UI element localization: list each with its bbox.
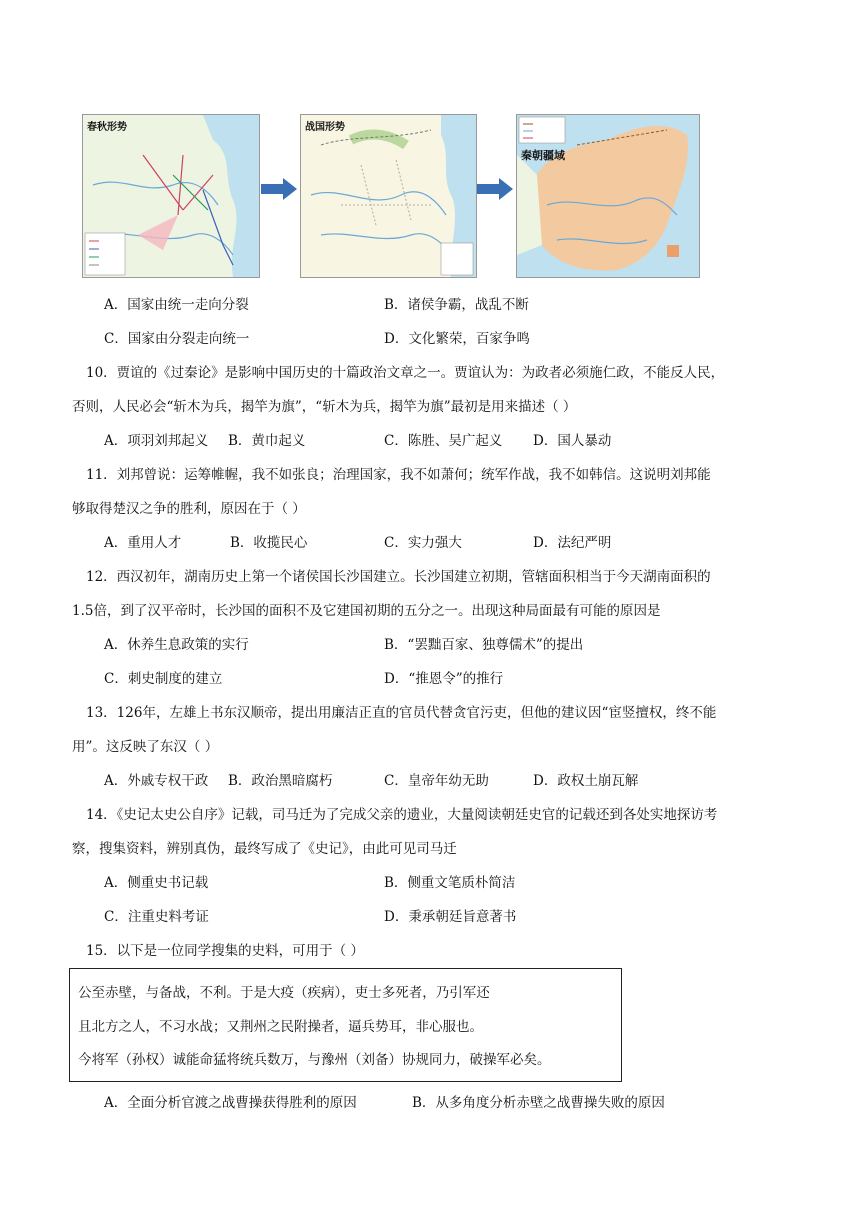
q10-option-b[interactable]: B．黄巾起义 [228, 433, 306, 449]
q9-option-c[interactable]: C．国家由分裂走向统一 [104, 331, 250, 347]
q10-option-a[interactable]: A．项羽刘邦起义 [104, 433, 209, 449]
q15-option-a[interactable]: A．全面分析官渡之战曹操获得胜利的原因 [104, 1095, 357, 1111]
q9-option-d[interactable]: D．文化繁荣，百家争鸣 [384, 331, 530, 347]
q10-stem-line2: 否则，人民必会“斩木为兵，揭竿为旗”，“斩木为兵，揭竿为旗”最初是用来描述（ ） [72, 399, 577, 415]
source-line-3: 今将军（孙权）诚能命猛将统兵数万，与豫州（刘备）协规同力，破操军必矣。 [78, 1052, 551, 1068]
qin-map-title: 秦朝疆域 [521, 149, 565, 162]
q13-stem-line1: 13．126年，左雄上书东汉顺帝，提出用廉洁正直的官员代替贪官污吏，但他的建议因“宦竖擅权，终不能 [86, 705, 717, 721]
q12-stem-line2: 1.5倍，到了汉平帝时，长沙国的面积不及它建国初期的五分之一。出现这种局面最有可能的原因是 [72, 603, 661, 619]
chunqiu-map [82, 114, 260, 278]
q14-stem-line2: 察，搜集资料，辨别真伪，最终写成了《史记》，由此可见司马迁 [72, 841, 457, 857]
q11-option-d[interactable]: D．法纪严明 [533, 535, 612, 551]
zhanguo-map-title: 战国形势 [305, 122, 345, 133]
q11-option-c[interactable]: C．实力强大 [384, 535, 462, 551]
q14-option-a[interactable]: A．侧重史书记载 [104, 875, 209, 891]
arrow-right-icon [477, 178, 513, 200]
q13-option-c[interactable]: C．皇帝年幼无助 [384, 773, 489, 789]
q14-option-c[interactable]: C．注重史料考证 [104, 909, 209, 925]
q14-option-b[interactable]: B．侧重文笔质朴简洁 [384, 875, 516, 891]
map-strip [82, 114, 702, 278]
source-line-1: 公至赤壁，与备战，不利。于是大疫（疾病），吏士多死者，乃引军还 [78, 985, 490, 1001]
q12-option-d[interactable]: D．“推恩令”的推行 [384, 671, 504, 687]
chunqiu-map-title: 春秋形势 [87, 122, 127, 133]
q12-option-a[interactable]: A．休养生息政策的实行 [104, 637, 249, 653]
zhanguo-map [300, 114, 477, 278]
q10-option-c[interactable]: C．陈胜、吴广起义 [384, 433, 503, 449]
q14-option-d[interactable]: D．秉承朝廷旨意著书 [384, 909, 517, 925]
q15-option-b[interactable]: B．从多角度分析赤壁之战曹操失败的原因 [412, 1095, 665, 1111]
q11-stem-line2: 够取得楚汉之争的胜利，原因在于（ ） [72, 501, 306, 517]
q11-stem-line1: 11．刘邦曾说：运筹帷幄，我不如张良；治理国家，我不如萧何；统军作战，我不如韩信。这说明刘邦能 [86, 467, 711, 483]
q9-option-a[interactable]: A．国家由统一走向分裂 [104, 297, 249, 313]
q9-option-b[interactable]: B．诸侯争霸，战乱不断 [384, 297, 529, 313]
q13-option-b[interactable]: B．政治黑暗腐朽 [228, 773, 333, 789]
q13-option-d[interactable]: D．政权土崩瓦解 [533, 773, 639, 789]
q12-stem-line1: 12．西汉初年，湖南历史上第一个诸侯国长沙国建立。长沙国建立初期，管辖面积相当于今天湖南面积的 [86, 569, 711, 585]
q10-option-d[interactable]: D．国人暴动 [533, 433, 612, 449]
q14-stem-line1: 14．《史记太史公自序》记载，司马迁为了完成父亲的遗业，大量阅读朝廷史官的记载还到各处实地探访考 [86, 807, 718, 823]
q11-option-a[interactable]: A．重用人才 [104, 535, 182, 551]
q11-option-b[interactable]: B．收揽民心 [230, 535, 308, 551]
zhanguo-map-image [301, 115, 476, 277]
chunqiu-map-image [83, 115, 259, 277]
q13-stem-line2: 用”。这反映了东汉（ ） [72, 739, 219, 755]
q13-option-a[interactable]: A．外戚专权干政 [104, 773, 209, 789]
arrow-right-icon [261, 178, 297, 200]
q10-stem-line1: 10．贾谊的《过秦论》是影响中国历史的十篇政治文章之一。贾谊认为：为政者必须施仁政，不能反人民， [86, 365, 725, 381]
q15-stem-line1: 15．以下是一位同学搜集的史料，可用于（ ） [86, 943, 364, 959]
source-material-box [69, 968, 622, 1082]
q12-option-c[interactable]: C．刺史制度的建立 [104, 671, 223, 687]
qin-map-image [517, 115, 699, 277]
q12-option-b[interactable]: B．“罢黜百家、独尊儒术”的提出 [384, 637, 584, 653]
source-line-2: 且北方之人，不习水战；又荆州之民附操者，逼兵势耳，非心服也。 [78, 1019, 483, 1035]
qin-map [516, 114, 700, 278]
